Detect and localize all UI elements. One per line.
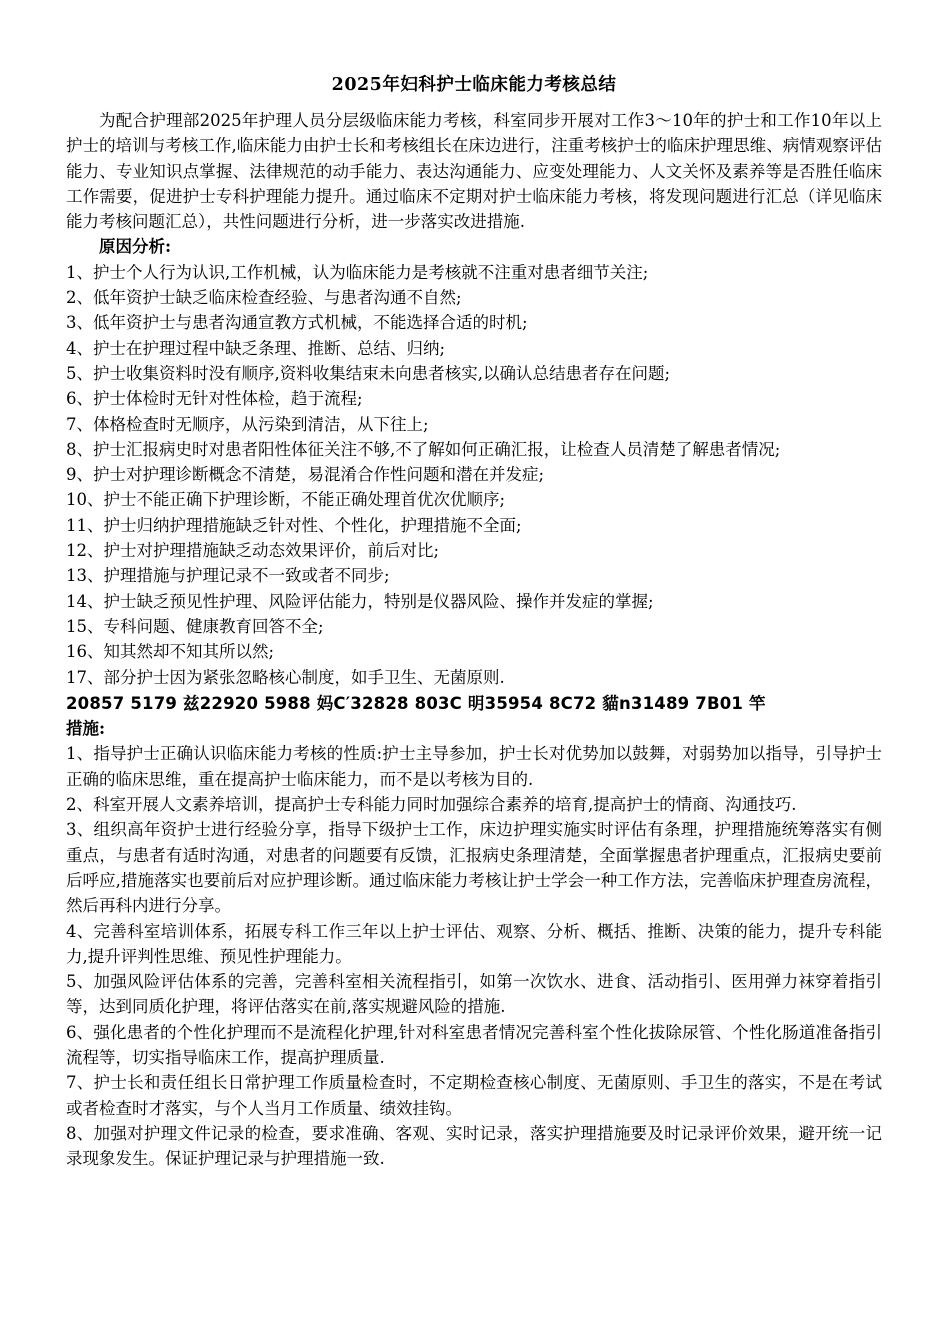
- list-item: 6、强化患者的个性化护理而不是流程化护理,针对科室患者情况完善科室个性化拔除尿管、个性化肠道准备指引流程等，切实指导临床工作，提高护理质量.: [66, 1022, 882, 1067]
- list-item: 5、护士收集资料时没有顺序,资料收集结束未向患者核实,以确认总结患者存在问题;: [66, 363, 671, 383]
- causes-heading: 原因分析:: [99, 237, 172, 257]
- intro-paragraph: 为配合护理部2025年护理人员分层级临床能力考核，科室同步开展对工作3～10年的护士和工作10年以上护士的培训与考核工作,临床能力由护士长和考核组长在床边进行，注重考核护士的临床护理思维、病情观察评估能力、专业知识点掌握、法律规范的动手能力、表达沟通能力、应变处理能力、人文关怀及素养等是否胜任临床工作需要，促进护士专科护理能力提升。通过临床不定期对护士临床能力考核，将发现问题进行汇总（详见临床能力考核问题汇总），共性问题进行分析，进一步落实改进措施.: [66, 111, 882, 232]
- list-item: 1、指导护士正确认识临床能力考核的性质:护士主导参加，护士长对优势加以鼓舞，对弱势加以指导，引导护士正确的临床思维，重在提高护士临床能力，而不是以考核为目的.: [66, 744, 882, 789]
- measures-heading: 措施:: [66, 719, 106, 739]
- list-item: 12、护士对护理措施缺乏动态效果评价，前后对比;: [66, 541, 440, 561]
- list-item: 17、部分护士因为紧张忽略核心制度，如手卫生、无菌原则.: [66, 667, 505, 687]
- list-item: 2、低年资护士缺乏临床检查经验、与患者沟通不自然;: [66, 288, 462, 308]
- list-item: 11、护士归纳护理措施缺乏针对性、个性化，护理措施不全面;: [66, 515, 522, 535]
- list-item: 14、护士缺乏预见性护理、风险评估能力，特别是仪器风险、操作并发症的掌握;: [66, 591, 654, 611]
- causes-list: [66, 260, 882, 690]
- list-item: 3、低年资护士与患者沟通宣教方式机械，不能选择合适的时机;: [66, 313, 528, 333]
- list-item: 7、护士长和责任组长日常护理工作质量检查时，不定期检查核心制度、无菌原则、手卫生的落实，不是在考试或者检查时才落实，与个人当月工作质量、绩效挂钩。: [66, 1073, 882, 1118]
- list-item: 1、护士个人行为认识,工作机械，认为临床能力是考核就不注重对患者细节关注;: [66, 262, 649, 282]
- measures-list: [66, 741, 882, 1171]
- list-item: 4、护士在护理过程中缺乏条理、推断、总结、归纳;: [66, 338, 446, 358]
- list-item: 15、专科问题、健康教育回答不全;: [66, 616, 324, 636]
- garbled-code-line: 20857 5179 兹22920 5988 妈C′32828 803C 明35954 8C72 貓n31489 7B01 竿: [66, 693, 766, 713]
- list-item: 5、加强风险评估体系的完善，完善科室相关流程指引，如第一次饮水、进食、活动指引、医用弹力袜穿着指引等，达到同质化护理，将评估落实在前,落实规避风险的措施.: [66, 972, 882, 1017]
- list-item: 4、完善科室培训体系，拓展专科工作三年以上护士评估、观察、分析、概括、推断、决策的能力，提升专科能力,提升评判性思维、预见性护理能力。: [66, 921, 882, 966]
- list-item: 16、知其然却不知其所以然;: [66, 642, 275, 662]
- list-item: 7、体格检查时无顺序，从污染到清洁，从下往上;: [66, 414, 429, 434]
- list-item: 9、护士对护理诊断概念不清楚，易混淆合作性问题和潜在并发症;: [66, 465, 545, 485]
- list-item: 13、护理措施与护理记录不一致或者不同步;: [66, 566, 390, 586]
- list-item: 8、护士汇报病史时对患者阳性体征关注不够,不了解如何正确汇报，让检查人员清楚了解患者情况;: [66, 439, 781, 459]
- list-item: 8、加强对护理文件记录的检查，要求准确、客观、实时记录，落实护理措施要及时记录评价效果，避开统一记录现象发生。保证护理记录与护理措施一致.: [66, 1123, 882, 1169]
- list-item: 2、科室开展人文素养培训，提高护士专科能力同时加强综合素养的培育,提高护士的情商、沟通技巧.: [66, 795, 797, 815]
- document-title: 2025年妇科护士临床能力考核总结: [331, 75, 617, 95]
- list-item: 10、护士不能正确下护理诊断，不能正确处理首优次优顺序;: [66, 490, 506, 510]
- list-item: 6、护士体检时无针对性体检，趋于流程;: [66, 389, 363, 409]
- list-item: 3、组织高年资护士进行经验分享，指导下级护士工作，床边护理实施实时评估有条理，护理措施统筹落实有侧重点，与患者有适时沟通，对患者的问题要有反馈，汇报病史条理清楚，全面掌握患者护理重点，汇报病史要前后呼应,措施落实也要前后对应护理诊断。通过临床能力考核让护士学会一种工作方法，完善临床护理查房流程，然后再科内进行分享。: [66, 820, 882, 916]
